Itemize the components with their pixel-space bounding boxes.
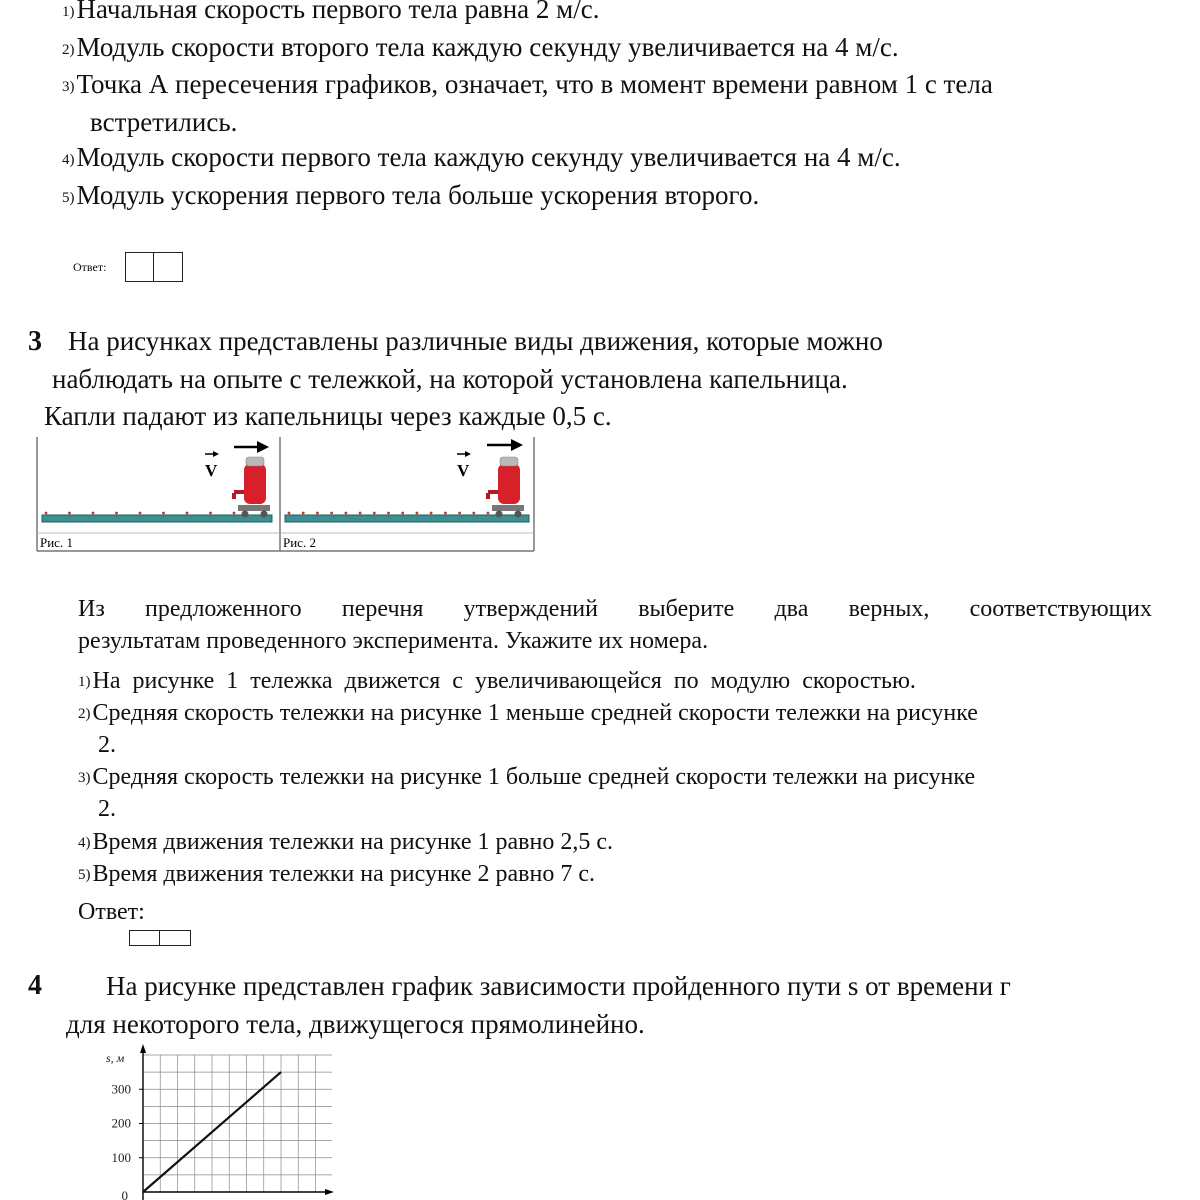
y-axis-label: s, м — [106, 1051, 125, 1065]
figure-1-caption: Рис. 1 — [40, 535, 73, 550]
y-tick-label: 200 — [111, 1115, 131, 1131]
drop-mark — [387, 512, 390, 515]
task3-number: 3 — [28, 326, 42, 357]
y-tick-labels — [112, 1081, 144, 1200]
vector-v-label: V — [457, 461, 470, 480]
answer-cell-2[interactable] — [160, 930, 191, 946]
item-text: На рисунке 1 тележка движется с увеличивающейся по модулю скоростью. — [92, 668, 916, 694]
answer-cell-2[interactable] — [154, 252, 183, 282]
item-number: 1) — [78, 674, 91, 690]
figure-2-caption: Рис. 2 — [283, 535, 316, 550]
chart-grid — [143, 1055, 332, 1192]
drop-mark — [472, 512, 475, 515]
answer-cell-1[interactable] — [125, 252, 154, 282]
drop-mark — [115, 512, 118, 515]
task3-item-2-cont: 2. — [98, 732, 116, 758]
task3-answer-boxes — [129, 930, 191, 946]
item-number: 3) — [62, 79, 75, 95]
item-text: Время движения тележки на рисунке 2 равно 7 с. — [92, 861, 595, 887]
task3-figures — [36, 436, 536, 554]
y-tick-label: 0 — [121, 1188, 128, 1200]
drop-mark — [359, 512, 362, 515]
task3-item-3-cont: 2. — [98, 796, 116, 822]
task3-item-3 — [78, 764, 975, 791]
item-number: 2) — [78, 706, 91, 722]
item-text: Модуль скорости второго тела каждую секунду увеличивается на 4 м/с. — [76, 32, 899, 62]
y-axis-arrow — [140, 1044, 146, 1053]
drop-mark — [186, 512, 189, 515]
drop-mark — [444, 512, 447, 515]
item-number: 4) — [78, 835, 91, 851]
drops — [288, 512, 490, 515]
y-tick-label: 300 — [111, 1081, 131, 1097]
item-text: Модуль ускорения первого тела больше ускорения второго. — [76, 180, 760, 210]
drop-mark — [45, 512, 48, 515]
drop-mark — [139, 512, 142, 515]
drop-mark — [401, 512, 404, 515]
task4-number: 4 — [28, 970, 42, 1001]
task2-item-1 — [62, 0, 599, 25]
drop-mark — [487, 512, 490, 515]
task3-item-1 — [78, 668, 916, 695]
task2-item-4 — [62, 142, 901, 173]
item-text: Средняя скорость тележки на рисунке 1 больше средней скорости тележки на рисунке — [92, 764, 976, 790]
task4-line2: для некоторого тела, движущегося прямолинейно. — [66, 1009, 645, 1039]
task3-item-4 — [78, 829, 613, 856]
drop-mark — [316, 512, 319, 515]
item-number: 3) — [78, 770, 91, 786]
task3-intro-line1: На рисунках представлены различные виды движения, которые можно — [68, 326, 883, 356]
drop-mark — [430, 512, 433, 515]
item-text: Модуль скорости первого тела каждую секунду увеличивается на 4 м/с. — [76, 142, 901, 172]
item-number: 4) — [62, 152, 75, 168]
item-text: Средняя скорость тележки на рисунке 1 меньше средней скорости тележки на рисунке — [92, 700, 978, 726]
track — [285, 515, 529, 522]
drop-mark — [209, 512, 212, 515]
task3-item-5 — [78, 861, 595, 888]
task3-prompt-line2: результатам проведенного эксперимента. Укажите их номера. — [78, 628, 709, 654]
track — [42, 515, 272, 522]
task4-line1: На рисунке представлен график зависимости пройденного пути s от времени г — [106, 971, 1011, 1001]
item-number: 5) — [78, 867, 91, 883]
drop-mark — [162, 512, 165, 515]
answer-cell-1[interactable] — [129, 930, 160, 946]
drop-mark — [233, 512, 236, 515]
item-text: Время движения тележки на рисунке 1 равно 2,5 с. — [92, 829, 613, 855]
task3-item-2 — [78, 700, 978, 727]
distance-time-chart — [90, 1040, 350, 1200]
drop-mark — [416, 512, 419, 515]
task3-intro-line2: наблюдать на опыте с тележкой, на которой установлена капельница. — [52, 364, 848, 394]
drop-mark — [345, 512, 348, 515]
y-tick-label: 100 — [111, 1149, 131, 1165]
drop-mark — [302, 512, 305, 515]
item-text: Начальная скорость первого тела равна 2 м/с. — [76, 0, 600, 24]
task2-answer-boxes — [125, 252, 183, 282]
item-number: 1) — [62, 4, 75, 20]
drop-mark — [92, 512, 95, 515]
x-axis-arrow — [325, 1189, 334, 1195]
task2-item-3-cont: встретились. — [90, 107, 238, 137]
drop-mark — [330, 512, 333, 515]
drop-mark — [458, 512, 461, 515]
task2-answer-label: Ответ: — [73, 260, 107, 274]
item-text: Точка А пересечения графиков, означает, что в момент времени равном 1 с тела — [76, 69, 993, 99]
task2-item-2 — [62, 32, 899, 63]
item-number: 5) — [62, 190, 75, 206]
task3-answer-label: Ответ: — [78, 899, 145, 925]
vector-v-label: V — [205, 461, 218, 480]
drop-mark — [288, 512, 291, 515]
task2-item-3 — [62, 69, 993, 100]
task3-prompt-line1: Из предложенного перечня утверждений выберите два верных, соответствующих — [78, 596, 1152, 622]
drop-mark — [373, 512, 376, 515]
item-number: 2) — [62, 42, 75, 58]
drop-mark — [68, 512, 71, 515]
task3-intro-line3: Капли падают из капельницы через каждые 0,5 с. — [44, 401, 612, 431]
task2-item-5 — [62, 180, 759, 211]
